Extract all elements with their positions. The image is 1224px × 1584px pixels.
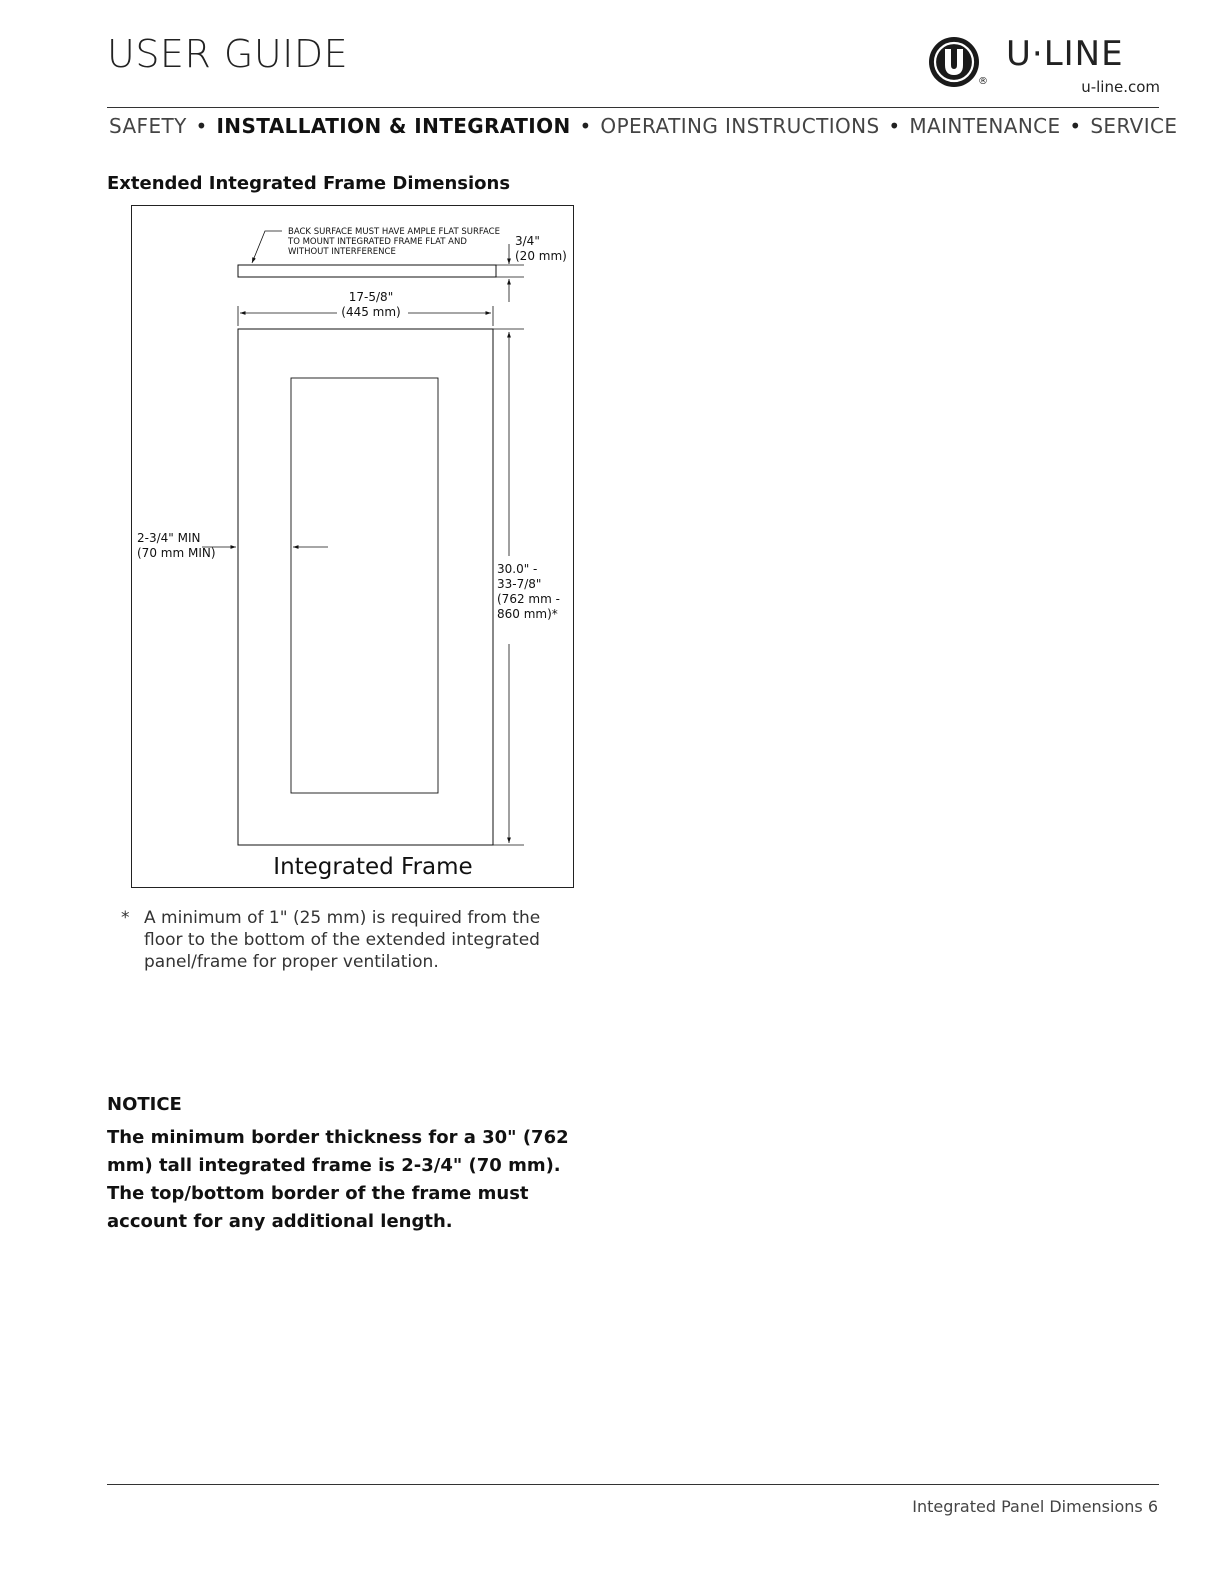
footnote-marker: * (121, 908, 130, 928)
depth-label-mm: (20 mm) (515, 249, 567, 263)
nav-item-maintenance[interactable]: MAINTENANCE (909, 114, 1061, 138)
section-heading: Extended Integrated Frame Dimensions (107, 173, 511, 194)
document-title: USER GUIDE (107, 32, 349, 76)
note-leader-line (252, 231, 282, 263)
border-label-in: 2-3/4" MIN (137, 531, 201, 545)
header-divider (107, 107, 1159, 108)
height-label-4: 860 mm)* (497, 607, 558, 621)
nav-separator: • (579, 114, 592, 138)
nav-separator: • (195, 114, 208, 138)
nav-separator: • (888, 114, 901, 138)
registered-mark: ® (978, 76, 988, 87)
frame-dimension-diagram (131, 205, 574, 888)
frame-inner-opening (291, 378, 438, 793)
figure-caption: Integrated Frame (273, 854, 473, 880)
brand-logo[interactable] (928, 34, 1160, 98)
width-label-in: 17-5/8" (348, 290, 394, 304)
back-surface-plate (238, 265, 496, 277)
frame-outer-edge (238, 329, 493, 845)
note-line-2: TO MOUNT INTEGRATED FRAME FLAT AND (288, 237, 467, 247)
note-line-3: WITHOUT INTERFERENCE (288, 247, 396, 257)
u-line-logo-icon (928, 34, 984, 90)
nav-item-installation[interactable]: INSTALLATION & INTEGRATION (216, 114, 571, 138)
depth-label-in: 3/4" (515, 234, 540, 248)
nav-item-service[interactable]: SERVICE (1090, 114, 1178, 138)
border-label-mm: (70 mm MIN) (137, 546, 216, 560)
diagram-canvas (132, 206, 573, 887)
brand-url[interactable]: u-line.com (1081, 78, 1160, 96)
footnote (121, 907, 561, 973)
note-line-1: BACK SURFACE MUST HAVE AMPLE FLAT SURFACE (288, 227, 500, 237)
footer-divider (107, 1484, 1159, 1485)
section-nav (109, 114, 1177, 138)
nav-item-operating[interactable]: OPERATING INSTRUCTIONS (600, 114, 880, 138)
notice-body: The minimum border thickness for a 30" (762 mm) tall integrated frame is 2-3/4" (70 mm). The top/bottom border of the frame must account for any additional length. (107, 1127, 569, 1232)
height-label-1: 30.0" - (497, 562, 538, 576)
height-label-2: 33-7/8" (497, 577, 542, 591)
height-label-3: (762 mm - (497, 592, 560, 606)
width-label-mm: (445 mm) (341, 305, 401, 319)
notice-label: NOTICE (107, 1094, 182, 1115)
brand-wordmark: U·LINE (1006, 34, 1124, 74)
nav-separator: • (1069, 114, 1082, 138)
page-footer: Integrated Panel Dimensions 6 (912, 1497, 1158, 1516)
nav-item-safety[interactable]: SAFETY (109, 114, 187, 138)
footnote-text: A minimum of 1" (25 mm) is required from the floor to the bottom of the extended integrated panel/frame for proper ventilation. (144, 908, 541, 972)
